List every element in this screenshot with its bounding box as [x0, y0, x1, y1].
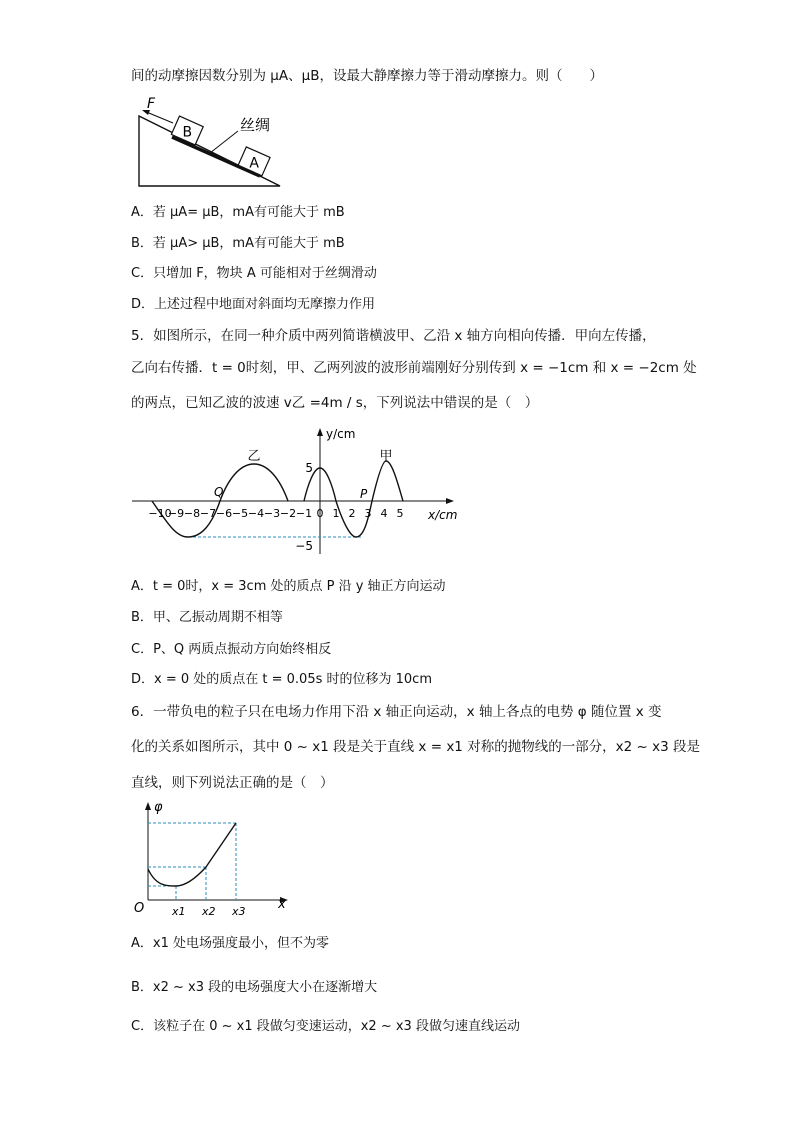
block-a-label: A — [249, 155, 259, 172]
y-tick-minus5: −5 — [295, 539, 313, 553]
wave-jia — [304, 461, 403, 537]
y-tick-5: 5 — [305, 461, 313, 475]
x-tick-label: 1 — [332, 507, 340, 520]
x-tick-label: −5 — [231, 507, 249, 520]
q4-option-c: C．只增加 F，物块 A 可能相对于丝绸滑动 — [131, 266, 377, 281]
q5-option-c: C．P、Q 两质点振动方向始终相反 — [131, 642, 332, 657]
x-tick-label: −3 — [263, 507, 281, 520]
wave-figure — [128, 424, 468, 564]
x3-label: x3 — [232, 905, 246, 918]
x-tick-label: 4 — [380, 507, 388, 520]
point-p-label: P — [360, 487, 368, 501]
q6-stem-line-1: 6．一带负电的粒子只在电场力作用下沿 x 轴正向运动，x 轴上各点的电势 φ 随位置 x 变 — [131, 704, 662, 720]
x-tick-label: 0 — [316, 507, 324, 520]
q5-option-a: A．t = 0时，x = 3cm 处的质点 P 沿 y 轴正方向运动 — [131, 579, 446, 594]
q5-option-d: D．x = 0 处的质点在 t = 0.05s 时的位移为 10cm — [131, 672, 432, 687]
q5-stem-line-3: 的两点，已知乙波的波速 v乙 =4m / s，下列说法中错误的是（ ） — [131, 395, 539, 411]
x-tick-labels — [148, 507, 403, 520]
y-axis-label: y/cm — [326, 427, 356, 441]
x-tick-label: −7 — [199, 507, 217, 520]
x-tick-label: 5 — [396, 507, 404, 520]
q5-stem-line-2: 乙向右传播．t = 0时刻，甲、乙两列波的波形前端刚好分别传到 x = −1cm 和 x = −2cm 处 — [131, 360, 697, 376]
block-b-label: B — [182, 124, 193, 141]
x-tick-label: −9 — [167, 507, 185, 520]
q6-option-b: B．x2 ~ x3 段的电场强度大小在逐渐增大 — [131, 980, 378, 995]
q4-option-a: A．若 μA= μB，mA有可能大于 mB — [131, 205, 345, 220]
force-label: F — [147, 96, 156, 112]
q6-option-c: C．该粒子在 0 ~ x1 段做匀变速运动，x2 ~ x3 段做匀速直线运动 — [131, 1019, 520, 1034]
phi-axis-label: φ — [154, 800, 163, 815]
block-a — [238, 147, 270, 177]
y-axis-arrow — [145, 802, 151, 810]
potential-figure — [128, 796, 298, 922]
q5-option-b: B．甲、乙振动周期不相等 — [131, 610, 283, 625]
x-tick-label: −4 — [247, 507, 265, 520]
y-axis-arrow — [317, 428, 323, 436]
x-tick-label: 2 — [348, 507, 356, 520]
block-b — [171, 116, 203, 146]
x-tick-label: −2 — [279, 507, 297, 520]
wave-yi-label: 乙 — [247, 449, 261, 464]
x-axis-arrow — [446, 498, 454, 504]
x-tick-label: −6 — [215, 507, 233, 520]
q4-option-d: D．上述过程中地面对斜面均无摩擦力作用 — [131, 297, 376, 312]
incline-figure — [130, 93, 290, 193]
x-axis-label: x/cm — [428, 508, 458, 522]
silk-pointer — [210, 131, 238, 153]
origin-label: O — [134, 901, 145, 916]
wave-jia-label: 甲 — [379, 449, 393, 464]
silk-label: 丝绸 — [240, 116, 271, 134]
x1-label: x1 — [172, 905, 186, 918]
q6-stem-line-2: 化的关系如图所示，其中 0 ~ x1 段是关于直线 x = x1 对称的抛物线的一部分，x2 ~ x3 段是 — [131, 739, 701, 755]
x-tick-label: −1 — [295, 507, 313, 520]
q6-option-a: A．x1 处电场强度最小，但不为零 — [131, 936, 329, 951]
q4-option-b: B．若 μA> μB，mA有可能大于 mB — [131, 236, 345, 251]
q6-stem-line-3: 直线，则下列说法正确的是（ ） — [131, 775, 334, 791]
x-tick-label: −10 — [148, 507, 172, 520]
x-axis-label: x — [278, 897, 286, 912]
q4-stem-line: 间的动摩擦因数分别为 μA、μB，设最大静摩擦力等于滑动摩擦力。则（ ） — [131, 68, 603, 84]
x-tick-label: 3 — [364, 507, 372, 520]
point-q-label: Q — [214, 485, 224, 499]
q5-stem-line-1: 5．如图所示，在同一种介质中两列简谐横波甲、乙沿 x 轴方向相向传播．甲向左传播， — [131, 328, 656, 344]
potential-curve — [148, 823, 236, 886]
x-tick-label: −8 — [183, 507, 201, 520]
x2-label: x2 — [202, 905, 216, 918]
